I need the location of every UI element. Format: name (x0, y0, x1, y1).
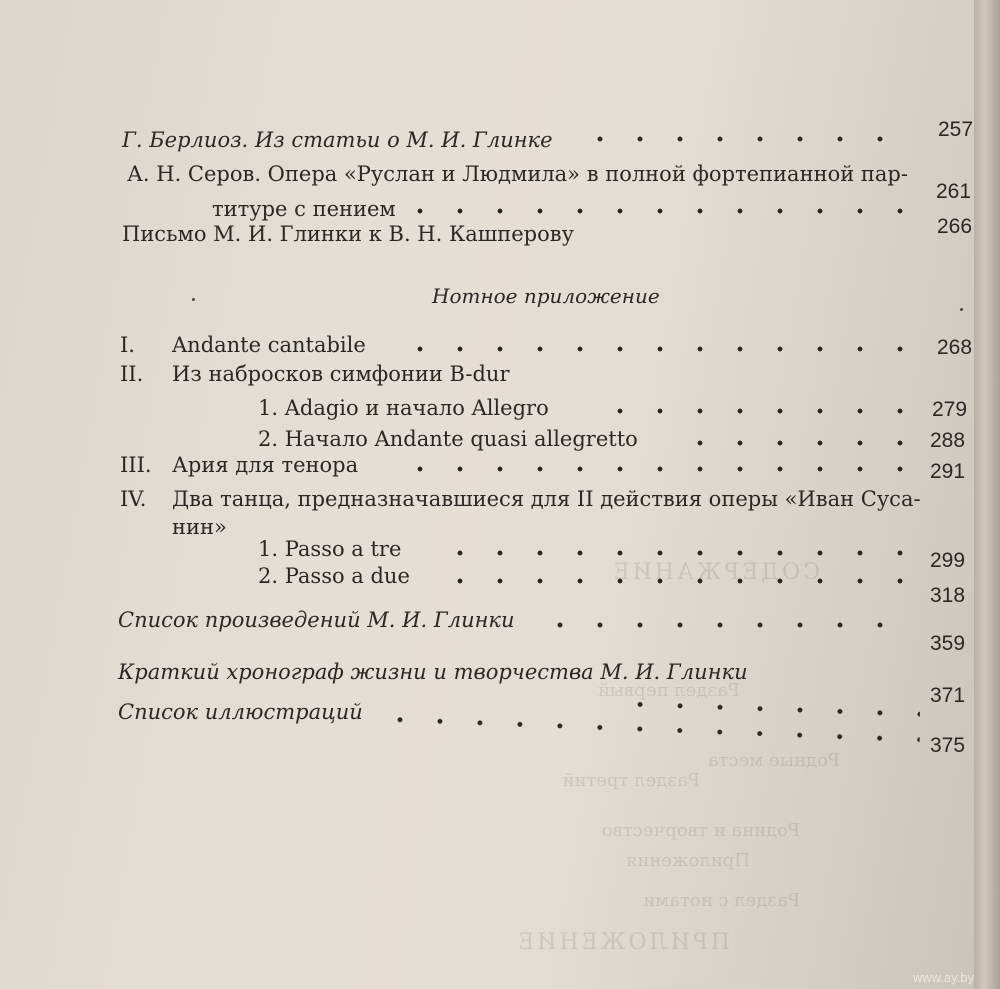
dot-leader (540, 622, 910, 628)
dot-leader (580, 136, 910, 142)
watermark: www.ay.by (912, 970, 974, 985)
page-number: 288 (930, 429, 966, 452)
music-entry-text: Из набросков симфонии B-dur (172, 362, 510, 386)
music-entry-num: II. (120, 362, 144, 386)
music-entry-text: Andante cantabile (172, 333, 366, 357)
toc-entry-berlioz: Г. Берлиоз. Из статьи о М. И. Глинке (122, 128, 553, 152)
dot-leader (680, 440, 910, 446)
toc-entry-illustrations: Список иллюстраций (118, 700, 363, 724)
dot-leader (600, 408, 910, 414)
toc-entry-chronograph: Краткий хронограф жизни и творчества М. И. Глинки (118, 660, 748, 684)
dot-leader (620, 701, 920, 717)
page-number: 268 (937, 336, 973, 359)
music-entry-num: I. (120, 333, 135, 357)
toc-entry-letter: Письмо М. И. Глинки к В. Н. Кашперову (122, 222, 574, 246)
music-subentry: 1. Adagio и начало Allegro (258, 396, 549, 420)
bleed-through-text: СОДЕРЖАНИЕ Раздел первый Родные места Раздел третий Родина и творчество Приложения Раздел с нотами ПРИЛОЖЕНИЕ (515, 560, 840, 955)
music-entry-num: IV. (120, 487, 147, 511)
page-number: 299 (930, 549, 966, 572)
music-subentry: 1. Passo a tre (258, 537, 402, 561)
toc-entry-serov-cont: титуре с пением (212, 197, 396, 221)
toc-entry-serov: А. Н. Серов. Опера «Руслан и Людмила» в полной фортепианной пар- (127, 162, 908, 186)
page-number: 375 (930, 734, 966, 757)
dust-speck (960, 308, 963, 311)
toc-entry-works-list: Список произведений М. И. Глинки (118, 608, 515, 632)
music-entry-text: Два танца, предназначавшиеся для II действия оперы «Иван Суса- (172, 487, 921, 511)
music-entry-text: Ария для тенора (172, 453, 359, 477)
dot-leader (380, 716, 920, 743)
dot-leader (400, 346, 920, 352)
page-number: 257 (938, 118, 974, 141)
page-number: 266 (937, 215, 973, 238)
music-subentry: 2. Passo a due (258, 564, 410, 588)
page-number: 359 (930, 632, 966, 655)
page-number: 279 (932, 398, 968, 421)
section-title: Нотное приложение (432, 284, 660, 308)
music-entry-cont: нин» (172, 515, 227, 539)
music-subentry: 2. Начало Andante quasi allegretto (258, 427, 638, 451)
dot-leader (400, 466, 905, 472)
page-number: 371 (930, 684, 966, 707)
page-number: 261 (936, 180, 972, 203)
dust-speck (192, 298, 195, 301)
dot-leader (440, 578, 910, 584)
page-number: 318 (930, 584, 966, 607)
page-edge (974, 0, 1000, 989)
music-entry-num: III. (120, 453, 152, 477)
page-number: 291 (930, 460, 966, 483)
dot-leader (400, 208, 910, 214)
dot-leader (440, 550, 910, 556)
